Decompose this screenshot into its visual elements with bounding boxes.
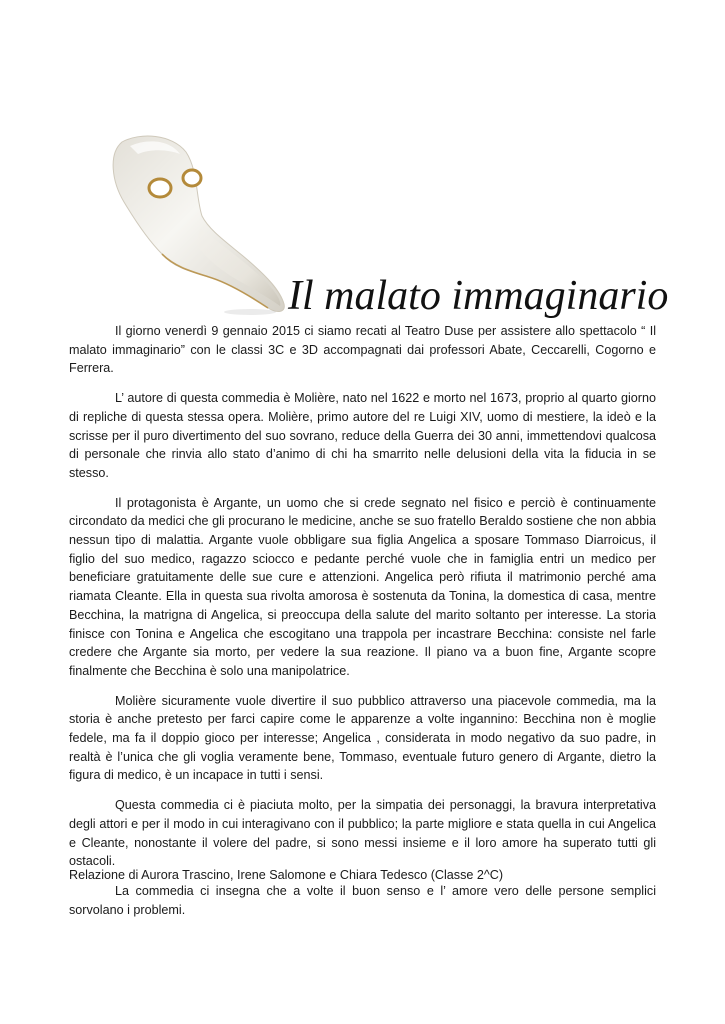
paragraph-1: Il giorno venerdì 9 gennaio 2015 ci siamo recati al Teatro Duse per assistere allo spettacolo “ Il malato immaginario” con le classi 3C e 3D accompagnati dai professori Abate, Ceccarelli, Cogorno e Ferrera. [69, 324, 656, 376]
paragraph-3: Il protagonista è Argante, un uomo che si crede segnato nel fisico e perciò è continuamente circondato da medici che gli procurano le medicine, anche se suo fratello Beraldo sostiene che non abbia nessun tipo di malattia. Argante vuole obbligare sua figlia Angelica a sposare Tommaso Diarroicus, il figlio del suo medico, ragazzo sciocco e pedante perché vuole che in famiglia entri un medico per beneficiare gratuitamente delle sue cure e attenzioni. Angelica però rifiuta il matrimonio perché ama riamata Cleante. Ella in questa sua rivolta amorosa è sostenuta da Tonina, la domestica di casa, mentre Becchina, la matrigna di Angelica, si preoccupa della salute del marito soltanto per interesse. La storia finisce con Tonina e Angelica che escogitano una trappola per incastrare Becchina: consiste nel farle credere che Argante sia morto, per vedere la sua reazione. Il piano va a buon fine, Argante scopre finalmente che Becchina è solo una manipolatrice. [69, 495, 656, 678]
paragraph-6: La commedia ci insegna che a volte il buon senso e l’ amore vero delle persone semplici sorvolano i problemi. [69, 883, 656, 917]
paragraph-2: L’ autore di questa commedia è Molière, nato nel 1622 e morto nel 1673, proprio al quarto giorno di repliche di questa stessa opera. Molière, primo autore del re Luigi XIV, uomo di mestiere, la ideò e la scrisse per il puro divertimento del suo sovrano, reduce della Guerra dei 30 anni, immettendovi qualcosa di personale che rinvia allo stato d’animo di chi ha smarrito nelle delusioni della vita la fiducia in se stesso. [69, 391, 656, 480]
body-text [69, 322, 656, 930]
authors-signature: Relazione di Aurora Trascino, Irene Salomone e Chiara Tedesco (Classe 2^C) [69, 868, 504, 882]
plague-doctor-mask-image [100, 128, 290, 318]
paragraph-5: Questa commedia ci è piaciuta molto, per la simpatia dei personaggi, la bravura interpretativa degli attori e per il modo in cui interagivano con il pubblico; la parte migliore e stata quella in cui Angelica e Cleante, nonostante il volere del padre, si sono messi insieme e il loro amore ha superato tutti gli ostacoli. [69, 798, 656, 869]
document-title: Il malato immaginario [288, 273, 669, 319]
paragraph-4: Molière sicuramente vuole divertire il suo pubblico attraverso una piacevole commedia, ma la storia è anche pretesto per farci capire come le apparenze a volte ingannino: Becchina non è moglie fedele, ma fa il doppio gioco per interesse; Angelica , considerata in modo negativo da suo padre, in realtà è l’unica che gli voglia veramente bene, Tommaso, eventuale futuro genero di Argante, dietro la figura di medico, è un incapace in tutti i sensi. [69, 693, 656, 783]
